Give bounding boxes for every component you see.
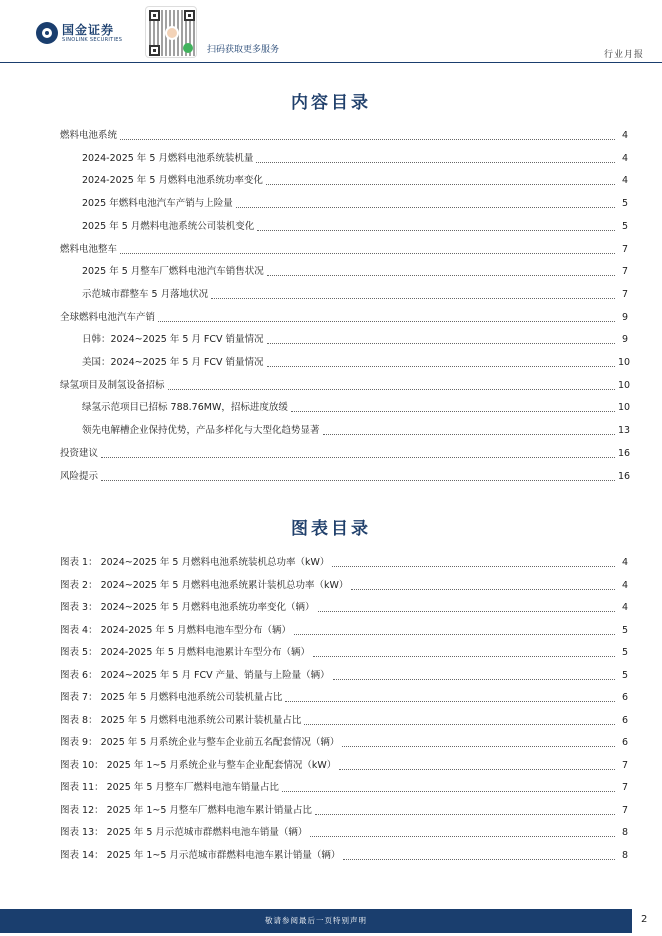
toc-entry[interactable] bbox=[82, 219, 628, 233]
toc-entry[interactable] bbox=[82, 151, 628, 165]
toc-entry-page: 16 bbox=[618, 470, 631, 482]
toc-dot-leader bbox=[120, 245, 615, 254]
figure-list-entry-label: 图表 14： 2025 年 1~5 月示范城市群燃料电池车累计销量（辆） bbox=[60, 849, 341, 861]
figure-list-entry-page: 8 bbox=[621, 849, 628, 861]
figure-list-entry[interactable] bbox=[60, 623, 628, 637]
toc-dot-leader bbox=[267, 267, 615, 276]
toc-entry-page: 5 bbox=[621, 220, 628, 232]
toc-entry-page: 4 bbox=[621, 130, 628, 141]
toc-entry-page: 4 bbox=[621, 175, 628, 187]
toc-dot-leader bbox=[120, 131, 615, 140]
figure-list-entry-label: 图表 6： 2024~2025 年 5 月 FCV 产量、销量与上险量（辆） bbox=[60, 669, 330, 681]
footer-disclaimer[interactable]: 敬请参阅最后一页特别声明 bbox=[265, 916, 367, 925]
figure-list-entry[interactable] bbox=[60, 690, 628, 704]
toc-entry-page: 7 bbox=[621, 288, 628, 300]
figure-list-entry-label: 图表 13： 2025 年 5 月示范城市群燃料电池车销量（辆） bbox=[60, 827, 308, 838]
toc-entry-label: 全球燃料电池汽车产销 bbox=[60, 311, 156, 323]
toc-entry[interactable] bbox=[60, 446, 631, 460]
figure-list-entry-label: 图表 1： 2024~2025 年 5 月燃料电池系统装机总功率（kW） bbox=[60, 557, 330, 568]
figure-list-dot-leader bbox=[313, 648, 615, 657]
toc-dot-leader bbox=[158, 313, 615, 322]
toc-entry-page: 9 bbox=[621, 311, 628, 323]
toc-entry[interactable] bbox=[82, 400, 631, 414]
figure-list-dot-leader bbox=[343, 851, 615, 860]
toc-entry-page: 10 bbox=[618, 402, 631, 414]
toc-entry-page: 7 bbox=[621, 266, 628, 278]
toc-dot-leader bbox=[256, 154, 615, 163]
toc-entry-label: 燃料电池整车 bbox=[60, 243, 118, 255]
figure-list-entry-page: 5 bbox=[621, 669, 628, 681]
figure-list-dot-leader bbox=[315, 806, 615, 815]
logo-mark-icon bbox=[36, 22, 58, 44]
toc-entry-page: 13 bbox=[618, 425, 631, 437]
figure-list-entry-page: 5 bbox=[621, 647, 628, 658]
toc-entry[interactable] bbox=[82, 287, 628, 301]
figure-list-entry[interactable] bbox=[60, 758, 628, 772]
figure-list-entry[interactable] bbox=[60, 848, 628, 862]
figure-list-entry-page: 6 bbox=[621, 714, 628, 726]
toc-dot-leader bbox=[168, 381, 615, 390]
toc-entry-label: 领先电解槽企业保持优势，产品多样化与大型化趋势显著 bbox=[82, 425, 320, 437]
toc-entry-label: 日韩：2024~2025 年 5 月 FCV 销量情况 bbox=[82, 334, 264, 346]
toc-entry-label: 绿氢示范项目已招标 788.76MW，招标进度放缓 bbox=[82, 402, 288, 414]
figure-list-entry[interactable] bbox=[60, 555, 628, 569]
figure-list-entry[interactable] bbox=[60, 668, 628, 682]
toc-entry-label: 2024-2025 年 5 月燃料电池系统装机量 bbox=[82, 152, 254, 164]
figure-list-dot-leader bbox=[304, 716, 615, 725]
toc-entry[interactable] bbox=[60, 128, 628, 142]
toc-entry[interactable] bbox=[60, 378, 631, 392]
figure-list-entry-page: 6 bbox=[621, 692, 628, 703]
figure-list-entry-label: 图表 11： 2025 年 5 月整车厂燃料电池车销量占比 bbox=[60, 782, 279, 793]
figure-list-dot-leader bbox=[282, 783, 615, 792]
figure-list-entry-page: 7 bbox=[621, 804, 628, 816]
figure-list-dot-leader bbox=[339, 761, 615, 770]
toc-dot-leader bbox=[267, 358, 615, 367]
toc-dot-leader bbox=[291, 403, 615, 412]
toc-entry[interactable] bbox=[82, 355, 631, 369]
figure-list-dot-leader bbox=[310, 828, 615, 837]
figure-list-entry[interactable] bbox=[60, 825, 628, 839]
figure-list-entry-label: 图表 7： 2025 年 5 月燃料电池系统公司装机量占比 bbox=[60, 692, 283, 703]
figure-list-dot-leader bbox=[318, 603, 615, 612]
header-divider bbox=[0, 62, 662, 63]
figure-list-entry-label: 图表 9： 2025 年 5 月系统企业与整车企业前五名配套情况（辆） bbox=[60, 737, 340, 748]
figure-list-entry-page: 4 bbox=[621, 579, 628, 591]
toc-entry[interactable] bbox=[60, 469, 631, 483]
page-number: 2 bbox=[641, 914, 648, 925]
toc-entry-label: 示范城市群整车 5 月落地状况 bbox=[82, 288, 209, 300]
figure-list-entry[interactable] bbox=[60, 713, 628, 727]
figure-list-entry-page: 4 bbox=[621, 602, 628, 613]
toc-entry[interactable] bbox=[82, 196, 628, 210]
toc-entry-page: 4 bbox=[621, 152, 628, 164]
logo-name-en: SINOLINK SECURITIES bbox=[62, 36, 123, 43]
logo-name-cn: 国金证券 bbox=[62, 22, 115, 37]
toc-dot-leader bbox=[267, 335, 615, 344]
figure-list-entry[interactable] bbox=[60, 600, 628, 614]
toc-entry[interactable] bbox=[82, 264, 628, 278]
toc-dot-leader bbox=[323, 426, 615, 435]
figure-list-entry-label: 图表 10： 2025 年 1~5 月系统企业与整车企业配套情况（kW） bbox=[60, 759, 337, 771]
figure-list-dot-leader bbox=[333, 671, 615, 680]
wechat-badge-icon bbox=[183, 43, 193, 53]
toc-dot-leader bbox=[236, 199, 615, 208]
figure-list-entry-label: 图表 3： 2024~2025 年 5 月燃料电池系统功率变化（辆） bbox=[60, 602, 315, 613]
toc-entry-page: 10 bbox=[618, 357, 631, 368]
figure-list-entry-label: 图表 8： 2025 年 5 月燃料电池系统公司累计装机量占比 bbox=[60, 714, 302, 726]
toc-entry-page: 10 bbox=[618, 379, 631, 391]
toc-entry-page: 9 bbox=[621, 334, 628, 346]
figure-list-dot-leader bbox=[294, 626, 615, 635]
figure-list-entry[interactable] bbox=[60, 645, 628, 659]
toc-entry[interactable] bbox=[82, 173, 628, 187]
report-type-label: 行业月报 bbox=[603, 50, 644, 60]
toc-entry-label: 2024-2025 年 5 月燃料电池系统功率变化 bbox=[82, 175, 263, 187]
figure-list-entry-label: 图表 4： 2024-2025 年 5 月燃料电池车型分布（辆） bbox=[60, 624, 291, 636]
toc-dot-leader bbox=[257, 222, 615, 231]
page-header bbox=[0, 0, 662, 64]
figure-list-entry-label: 图表 2： 2024~2025 年 5 月燃料电池系统累计装机总功率（kW） bbox=[60, 579, 349, 591]
toc-entry-label: 2025 年燃料电池汽车产销与上险量 bbox=[82, 198, 233, 210]
toc-entry-label: 风险提示 bbox=[60, 470, 99, 482]
figure-list-entry[interactable] bbox=[60, 735, 628, 749]
footer-bar bbox=[0, 909, 632, 933]
figure-list-entry-page: 8 bbox=[621, 827, 628, 838]
toc-dot-leader bbox=[101, 472, 615, 481]
figure-list-entry[interactable] bbox=[60, 578, 628, 592]
company-logo bbox=[36, 22, 122, 44]
toc-dot-leader bbox=[266, 176, 615, 185]
toc-entry-page: 16 bbox=[618, 447, 631, 459]
toc-dot-leader bbox=[211, 290, 615, 299]
toc-entry[interactable] bbox=[60, 242, 628, 256]
toc-entry-label: 投资建议 bbox=[60, 447, 99, 459]
figure-list-dot-leader bbox=[285, 693, 615, 702]
toc-entry[interactable] bbox=[82, 332, 628, 346]
qr-code-icon[interactable] bbox=[145, 6, 197, 58]
toc-entry-page: 7 bbox=[621, 243, 628, 255]
figure-list-entry-label: 图表 5： 2024-2025 年 5 月燃料电池累计车型分布（辆） bbox=[60, 647, 310, 658]
toc-entry[interactable] bbox=[60, 310, 628, 324]
figure-list-entry-label: 图表 12： 2025 年 1~5 月整车厂燃料电池车累计销量占比 bbox=[60, 804, 312, 816]
figure-list-dot-leader bbox=[342, 738, 615, 747]
figure-list-dot-leader bbox=[351, 581, 615, 590]
toc-entry-label: 美国：2024~2025 年 5 月 FCV 销量情况 bbox=[82, 357, 264, 368]
toc-entry[interactable] bbox=[82, 423, 631, 437]
toc-title: 内容目录 bbox=[291, 93, 371, 113]
toc-entry-label: 2025 年 5 月整车厂燃料电池汽车销售状况 bbox=[82, 266, 264, 278]
toc-entry-label: 2025 年 5 月燃料电池系统公司装机变化 bbox=[82, 220, 255, 232]
figure-list-title: 图表目录 bbox=[291, 519, 371, 539]
toc-entry-page: 5 bbox=[621, 198, 628, 210]
figure-list-entry[interactable] bbox=[60, 803, 628, 817]
toc-dot-leader bbox=[101, 449, 615, 458]
figure-list-entry-page: 7 bbox=[621, 782, 628, 793]
figure-list-entry[interactable] bbox=[60, 780, 628, 794]
toc-entry-label: 绿氢项目及制氢设备招标 bbox=[60, 379, 165, 391]
toc-entry-label: 燃料电池系统 bbox=[60, 130, 118, 141]
scan-prompt: 扫码获取更多服务 bbox=[207, 45, 280, 55]
figure-list-entry-page: 6 bbox=[621, 737, 628, 748]
figure-list-entry-page: 7 bbox=[621, 759, 628, 771]
figure-list-entry-page: 5 bbox=[621, 624, 628, 636]
figure-list-entry-page: 4 bbox=[621, 557, 628, 568]
figure-list-dot-leader bbox=[332, 558, 615, 567]
